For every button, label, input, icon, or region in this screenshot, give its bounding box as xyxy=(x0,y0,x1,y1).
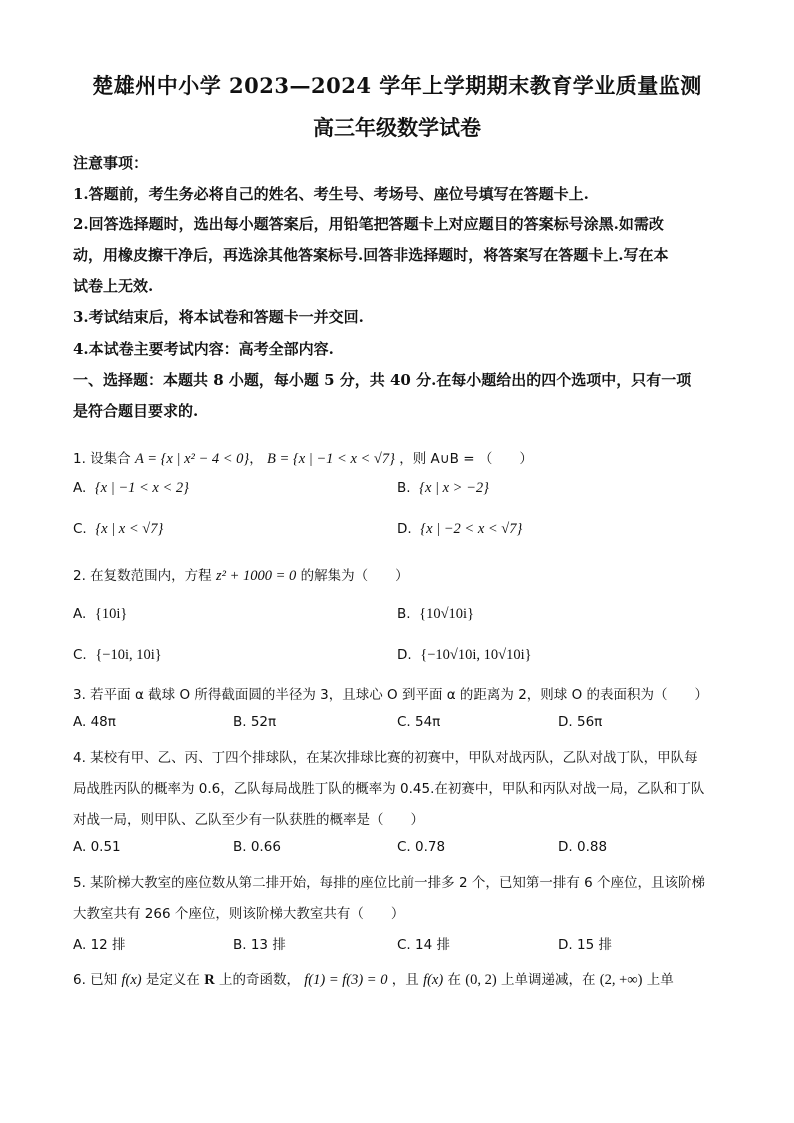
exam-title: 楚雄州中小学 2023—2024 学年上学期期末教育学业质量监测 xyxy=(92,73,702,98)
question-3-option-b: B. 52π xyxy=(233,714,277,730)
question-4-line-2: 局战胜丙队的概率为 0.6，乙队每局战胜丁队的概率为 0.45.在初赛中，甲队和丙队对战一局，乙队和丁队 xyxy=(73,781,705,797)
question-1-option-c-text: {x | x < √7} xyxy=(95,521,164,537)
question-2-option-c-text: {−10i, 10i} xyxy=(95,647,162,663)
question-6-stem xyxy=(73,968,674,989)
question-3-option-a: A. 48π xyxy=(73,714,116,730)
question-1-stem: 1. 设集合 A = {x | x² − 4 < 0}， B = {x | −1 < x < √7} ，则 A∪B = （ ） xyxy=(73,451,533,467)
section-1-heading-cont: 是符合题目要求的. xyxy=(73,402,199,420)
question-2-prefix: 2. 在复数范围内，方程 xyxy=(73,568,212,584)
question-6-text-5: 在 xyxy=(447,972,461,988)
question-2-option-d-text: {−10√10i, 10√10i} xyxy=(420,647,532,663)
question-5-line-1: 5. 某阶梯大教室的座位数从第二排开始，每排的座位比前一排多 2 个，已知第一排有 6 个座位，且该阶梯 xyxy=(73,875,706,891)
question-4-option-c: C. 0.78 xyxy=(397,839,446,855)
question-6-text-6: 上单调递减，在 xyxy=(501,972,596,988)
question-5-line-2: 大教室共有 266 个座位，则该阶梯大教室共有（ ） xyxy=(73,906,405,922)
section-1-heading: 一、选择题：本题共 8 小题，每小题 5 分，共 40 分.在每小题给出的四个选项中，只有一项 xyxy=(73,371,692,389)
question-2-option-a-text: {10i} xyxy=(94,606,128,622)
notice-heading: 注意事项： xyxy=(73,154,149,172)
question-6-interval-1: (0, 2) xyxy=(465,972,497,988)
question-1-option-d-text: {x | −2 < x < √7} xyxy=(420,521,523,537)
notice-item-2-line-3: 试卷上无效. xyxy=(73,277,154,295)
question-6-real-set: R xyxy=(204,972,215,988)
notice-item-2-line-2: 动，用橡皮擦干净后，再选涂其他答案标号.回答非选择题时，将答案写在答题卡上.写在本 xyxy=(73,246,669,264)
question-2-option-b-text: {10√10i} xyxy=(419,606,475,622)
question-6-equation: f(1) = f(3) = 0 xyxy=(304,972,388,988)
question-6-text-7: 上单 xyxy=(646,972,674,988)
question-3-option-c: C. 54π xyxy=(397,714,441,730)
question-3-option-d: D. 56π xyxy=(558,714,603,730)
question-6-text-1: 6. 已知 xyxy=(73,972,118,988)
question-1-option-b: B. {x | x > −2} xyxy=(397,480,489,496)
question-2-option-c: C. {−10i, 10i} xyxy=(73,647,162,663)
question-6-fx: f(x) xyxy=(121,972,142,988)
question-4-line-3: 对战一局，则甲队、乙队至少有一队获胜的概率是（ ） xyxy=(73,812,424,828)
question-2-option-a: A. {10i} xyxy=(73,606,128,622)
question-2-option-d: D. {−10√10i, 10√10i} xyxy=(397,647,532,663)
question-1-option-d: D. {x | −2 < x < √7} xyxy=(397,521,523,537)
question-1-option-a-text: {x | −1 < x < 2} xyxy=(94,480,189,496)
question-1-option-a: A. {x | −1 < x < 2} xyxy=(73,480,189,496)
exam-subtitle: 高三年级数学试卷 xyxy=(313,115,481,140)
question-6-text-3: 上的奇函数， xyxy=(218,972,300,988)
question-1-suffix: ，则 A∪B = （ ） xyxy=(399,451,533,467)
question-3-stem: 3. 若平面 α 截球 O 所得截面圆的半径为 3，且球心 O 到平面 α 的距离为 2，则球 O 的表面积为（ ） xyxy=(73,687,709,703)
question-1-option-c: C. {x | x < √7} xyxy=(73,521,164,537)
notice-item-4: 4.本试卷主要考试内容：高考全部内容. xyxy=(73,340,334,358)
question-4-option-b: B. 0.66 xyxy=(233,839,281,855)
question-4-line-1: 4. 某校有甲、乙、丙、丁四个排球队，在某次排球比赛的初赛中，甲队对战丙队，乙队对战丁队，甲队每 xyxy=(73,750,698,766)
question-1-option-b-text: {x | x > −2} xyxy=(419,480,489,496)
question-1-set-a: A = {x | x² − 4 < 0} xyxy=(134,451,250,467)
question-2-suffix: 的解集为（ ） xyxy=(300,568,409,584)
question-6-interval-2: (2, +∞) xyxy=(599,972,643,988)
question-4-option-a: A. 0.51 xyxy=(73,839,121,855)
question-5-option-d: D. 15 排 xyxy=(558,937,612,953)
question-2-option-b: B. {10√10i} xyxy=(397,606,475,622)
notice-item-2-line-1: 2.回答选择题时，选出每小题答案后，用铅笔把答题卡上对应题目的答案标号涂黑.如需改 xyxy=(73,215,664,233)
question-2-equation: z² + 1000 = 0 xyxy=(215,568,297,584)
notice-item-1: 1.答题前，考生务必将自己的姓名、考生号、考场号、座位号填写在答题卡上. xyxy=(73,185,589,203)
question-6-text-2: 是定义在 xyxy=(145,972,200,988)
question-1-set-b: B = {x | −1 < x < √7} xyxy=(267,451,395,467)
question-5-option-b: B. 13 排 xyxy=(233,937,286,953)
question-2-stem xyxy=(73,564,409,585)
notice-item-3: 3.考试结束后，将本试卷和答题卡一并交回. xyxy=(73,308,364,326)
question-5-option-c: C. 14 排 xyxy=(397,937,450,953)
question-4-option-d: D. 0.88 xyxy=(558,839,608,855)
question-6-text-4: ，且 xyxy=(391,972,419,988)
question-5-option-a: A. 12 排 xyxy=(73,937,126,953)
question-1-prefix: 1. 设集合 xyxy=(73,451,131,467)
question-6-fx-2: f(x) xyxy=(423,972,444,988)
